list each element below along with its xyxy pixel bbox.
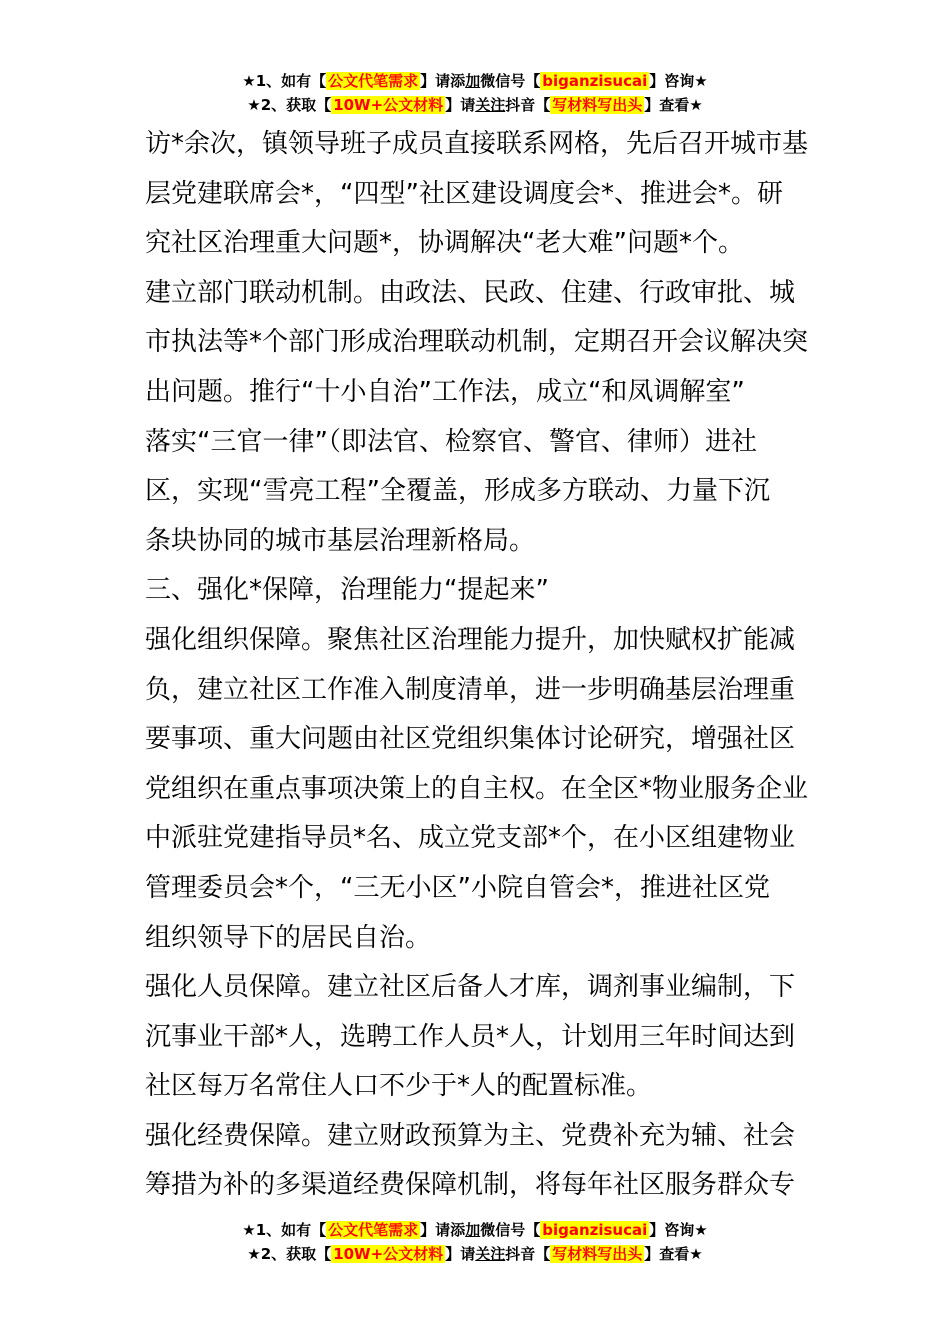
text-line: 层党建联席会*，“四型”社区建设调度会*、推进会*。研 bbox=[145, 178, 783, 209]
text-line: 强化组织保障。聚焦社区治理能力提升，加快赋权扩能减 bbox=[145, 624, 796, 655]
banner-text: 微信号【 bbox=[480, 72, 541, 90]
banner-text: ★1、如有【 bbox=[242, 1221, 327, 1239]
footer-banner bbox=[0, 1218, 950, 1266]
text-line: 负，建立社区工作准入制度清单，进一步明确基层治理重 bbox=[145, 674, 796, 705]
text-line: 沉事业干部*人，选聘工作人员*人，计划用三年时间达到 bbox=[145, 1021, 796, 1052]
text-line: 落实“三官一律”（即法官、检察官、警官、律师）进社 bbox=[145, 426, 757, 457]
document-body bbox=[145, 120, 809, 1211]
banner-highlight: biganzisucai bbox=[542, 72, 648, 90]
banner-text: 】查看★ bbox=[644, 96, 703, 114]
banner-text: 抖音【 bbox=[505, 1245, 551, 1263]
text-line: 中派驻党建指导员*名、成立党支部*个，在小区组建物业 bbox=[145, 823, 796, 854]
banner-highlight: 写材料写出头 bbox=[552, 1245, 643, 1263]
banner-text: 】请添 bbox=[420, 72, 466, 90]
text-line: 要事项、重大问题由社区党组织集体讨论研究，增强社区 bbox=[145, 724, 796, 755]
text-line: 筹措为补的多渠道经费保障机制，将每年社区服务群众专 bbox=[145, 1170, 796, 1201]
banner-text: 】咨询★ bbox=[649, 1221, 708, 1239]
banner-text: 微信号【 bbox=[480, 1221, 541, 1239]
banner-underlined: 关注 bbox=[475, 1245, 506, 1263]
text-line: 强化人员保障。建立社区后备人才库，调剂事业编制，下 bbox=[145, 972, 796, 1003]
banner-line-1 bbox=[0, 1218, 950, 1242]
banner-text: ★2、获取【 bbox=[247, 96, 332, 114]
banner-text: 】请 bbox=[445, 96, 476, 114]
banner-underlined: 加 bbox=[465, 72, 481, 90]
banner-highlight: 公文代笔需求 bbox=[328, 1221, 419, 1239]
text-line: 强化经费保障。建立财政预算为主、党费补充为辅、社会 bbox=[145, 1120, 796, 1151]
banner-underlined: 关注 bbox=[475, 96, 506, 114]
text-line: 社区每万名常住人口不少于*人的配置标准。 bbox=[145, 1071, 653, 1102]
text-line: 条块协同的城市基层治理新格局。 bbox=[145, 525, 536, 556]
banner-text: 抖音【 bbox=[505, 96, 551, 114]
banner-text: 】查看★ bbox=[644, 1245, 703, 1263]
text-line: 党组织在重点事项决策上的自主权。在全区*物业服务企业 bbox=[145, 773, 809, 804]
section-heading: 三、强化*保障，治理能力“提起来” bbox=[145, 575, 549, 606]
text-line: 出问题。推行“十小自治”工作法，成立“和凤调解室” bbox=[145, 376, 745, 407]
text-line: 区，实现“雪亮工程”全覆盖，形成多方联动、力量下沉 bbox=[145, 476, 770, 507]
banner-line-2 bbox=[0, 1242, 950, 1266]
text-line: 建立部门联动机制。由政法、民政、住建、行政审批、城 bbox=[145, 277, 796, 308]
banner-text: ★1、如有【 bbox=[242, 72, 327, 90]
text-line: 究社区治理重大问题*，协调解决“老大难”问题*个。 bbox=[145, 228, 744, 259]
banner-text: 】请 bbox=[445, 1245, 476, 1263]
header-banner bbox=[0, 69, 950, 117]
banner-text: 】咨询★ bbox=[649, 72, 708, 90]
banner-highlight: 公文代笔需求 bbox=[328, 72, 419, 90]
text-line: 组织领导下的居民自治。 bbox=[145, 922, 432, 953]
banner-underlined: 加 bbox=[465, 1221, 481, 1239]
banner-highlight: 10W+公文材料 bbox=[333, 1245, 444, 1263]
banner-line-2 bbox=[0, 93, 950, 117]
banner-text: ★2、获取【 bbox=[247, 1245, 332, 1263]
text-line: 访*余次，镇领导班子成员直接联系网格，先后召开城市基 bbox=[145, 129, 809, 159]
banner-line-1 bbox=[0, 69, 950, 93]
text-line: 管理委员会*个，“三无小区”小院自管会*，推进社区党 bbox=[145, 872, 770, 903]
banner-text: 】请添 bbox=[420, 1221, 466, 1239]
text-line: 市执法等*个部门形成治理联动机制，定期召开会议解决突 bbox=[145, 327, 809, 358]
banner-highlight: 写材料写出头 bbox=[552, 96, 643, 114]
banner-highlight: 10W+公文材料 bbox=[333, 96, 444, 114]
banner-highlight: biganzisucai bbox=[542, 1221, 648, 1239]
